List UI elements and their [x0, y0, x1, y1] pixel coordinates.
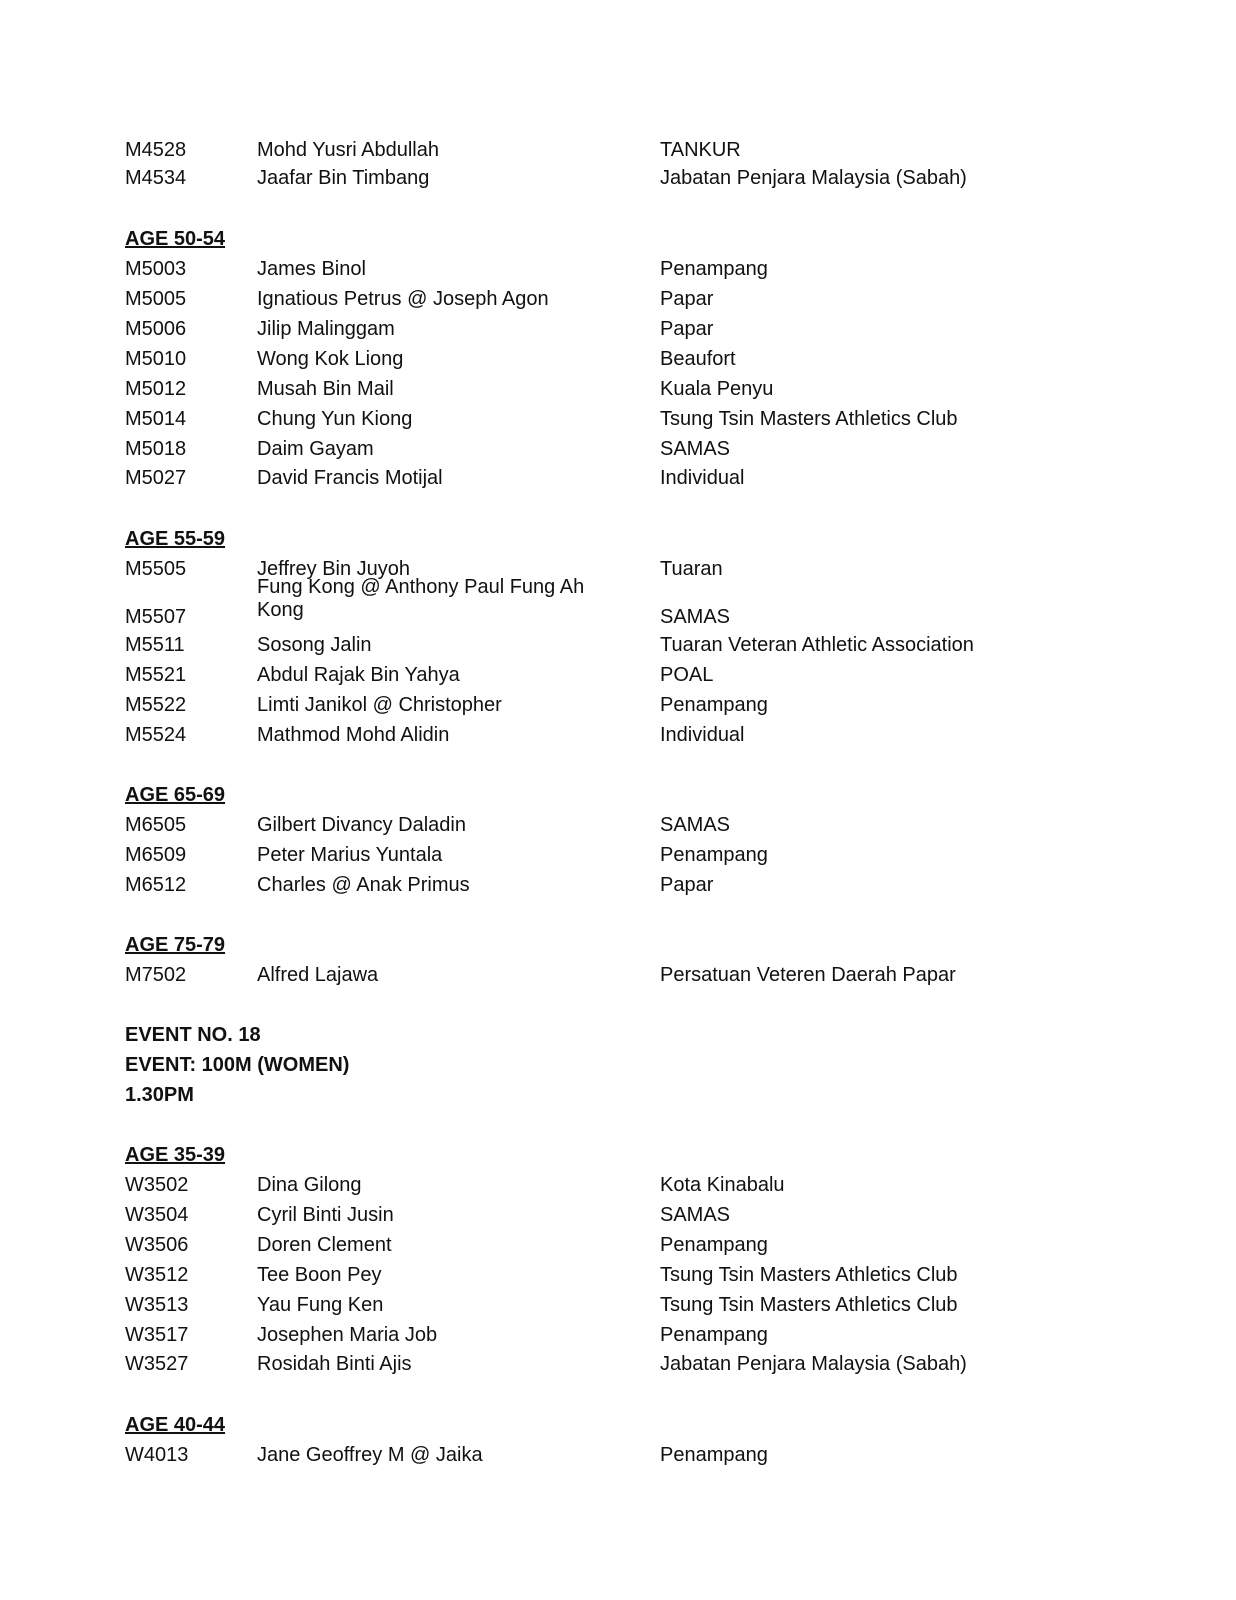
athlete-name: Peter Marius Yuntala	[257, 844, 443, 866]
list-item	[0, 690, 1236, 720]
list-item	[0, 404, 1236, 434]
athlete-name: Charles @ Anak Primus	[257, 874, 470, 896]
athlete-name: Sosong Jalin	[257, 634, 372, 656]
athlete-club: Penampang	[660, 1234, 768, 1256]
age-group-heading: AGE 65-69	[125, 784, 226, 806]
list-item	[0, 840, 1236, 870]
athlete-name: Gilbert Divancy Daladin	[257, 814, 466, 836]
athlete-club: Individual	[660, 467, 745, 489]
athlete-club: SAMAS	[660, 814, 731, 836]
athlete-club: Kota Kinabalu	[660, 1174, 785, 1196]
athlete-name: Alfred Lajawa	[257, 964, 379, 986]
event-name: EVENT: 100M (WOMEN)	[125, 1054, 350, 1076]
athlete-name: Mathmod Mohd Alidin	[257, 724, 450, 746]
athlete-name: Abdul Rajak Bin Yahya	[257, 664, 460, 686]
age-group-heading: AGE 35-39	[125, 1144, 226, 1166]
athlete-club: POAL	[660, 664, 714, 686]
age-group-heading: AGE 55-59	[125, 528, 226, 550]
event-number: EVENT NO. 18	[125, 1024, 261, 1046]
athlete-club: SAMAS	[660, 438, 731, 460]
athlete-name: Yau Fung Ken	[257, 1294, 384, 1316]
athlete-name: Jeffrey Bin Juyoh	[257, 558, 411, 580]
athlete-name: Limti Janikol @ Christopher	[257, 694, 502, 716]
athlete-id: M4528	[125, 139, 187, 161]
age-group-heading: AGE 40-44	[125, 1414, 226, 1436]
athlete-name: James Binol	[257, 258, 366, 280]
athlete-name: David Francis Motijal	[257, 467, 443, 489]
athlete-id: M7502	[125, 964, 187, 986]
age-group-heading: AGE 50-54	[125, 228, 226, 250]
athlete-id: M5521	[125, 664, 187, 686]
athlete-club: SAMAS	[660, 606, 731, 628]
list-item	[0, 374, 1236, 404]
athlete-id: M5507	[125, 606, 187, 628]
event-time: 1.30PM	[125, 1084, 194, 1106]
athlete-name: Chung Yun Kiong	[257, 408, 413, 430]
athlete-club: Penampang	[660, 258, 768, 280]
age-group-heading: AGE 75-79	[125, 934, 226, 956]
list-item	[0, 434, 1236, 464]
list-item	[0, 284, 1236, 314]
list-item	[0, 630, 1236, 660]
list-item	[0, 574, 1236, 630]
list-item	[0, 1320, 1236, 1350]
list-item	[0, 1349, 1236, 1379]
athlete-name: Mohd Yusri Abdullah	[257, 139, 439, 161]
list-item	[0, 254, 1236, 284]
athlete-name: Dina Gilong	[257, 1174, 362, 1196]
athlete-club: Jabatan Penjara Malaysia (Sabah)	[660, 167, 967, 189]
athlete-name: Doren Clement	[257, 1234, 392, 1256]
list-item	[0, 870, 1236, 900]
list-item	[0, 720, 1236, 750]
athlete-club: Penampang	[660, 694, 768, 716]
athlete-club: Tsung Tsin Masters Athletics Club	[660, 1294, 958, 1316]
athlete-name: Jaafar Bin Timbang	[257, 167, 430, 189]
athlete-id: M5027	[125, 467, 187, 489]
athlete-id: M5511	[125, 634, 185, 656]
athlete-club: Tuaran	[660, 558, 723, 580]
list-item	[0, 344, 1236, 374]
athlete-name: Ignatious Petrus @ Joseph Agon	[257, 288, 549, 310]
athlete-id: M5014	[125, 408, 187, 430]
athlete-id: W3527	[125, 1353, 189, 1375]
athlete-id: M5018	[125, 438, 187, 460]
athlete-club: Tsung Tsin Masters Athletics Club	[660, 1264, 958, 1286]
athlete-id: M5524	[125, 724, 187, 746]
list-item	[0, 1230, 1236, 1260]
list-item	[0, 463, 1236, 493]
athlete-name: Daim Gayam	[257, 438, 374, 460]
list-item	[0, 314, 1236, 344]
athlete-id: M5006	[125, 318, 187, 340]
list-item	[0, 1200, 1236, 1230]
athlete-id: M5012	[125, 378, 187, 400]
athlete-club: Kuala Penyu	[660, 378, 774, 400]
list-item	[0, 810, 1236, 840]
list-item	[0, 1170, 1236, 1200]
athlete-name: Rosidah Binti Ajis	[257, 1353, 412, 1375]
athlete-club: Individual	[660, 724, 745, 746]
athlete-name: Tee Boon Pey	[257, 1264, 382, 1286]
athlete-club: SAMAS	[660, 1204, 731, 1226]
athlete-club: Papar	[660, 318, 714, 340]
athlete-club: Penampang	[660, 1444, 768, 1466]
athlete-club: Tsung Tsin Masters Athletics Club	[660, 408, 958, 430]
athlete-name: Jane Geoffrey M @ Jaika	[257, 1444, 483, 1466]
athlete-id: W3512	[125, 1264, 189, 1286]
list-item	[0, 660, 1236, 690]
athlete-id: M5522	[125, 694, 187, 716]
athlete-name: Musah Bin Mail	[257, 378, 394, 400]
athlete-club: Penampang	[660, 844, 768, 866]
athlete-club: Papar	[660, 288, 714, 310]
list-item	[0, 1260, 1236, 1290]
list-item	[0, 1290, 1236, 1320]
athlete-id: M5005	[125, 288, 187, 310]
athlete-name: Josephen Maria Job	[257, 1324, 438, 1346]
athlete-club: Persatuan Veteren Daerah Papar	[660, 964, 956, 986]
athlete-id: W3513	[125, 1294, 189, 1316]
athlete-id: W3506	[125, 1234, 189, 1256]
list-item	[0, 163, 1236, 193]
athlete-id: M6509	[125, 844, 187, 866]
list-item	[0, 1440, 1236, 1470]
athlete-club: Tuaran Veteran Athletic Association	[660, 634, 974, 656]
athlete-name: Cyril Binti Jusin	[257, 1204, 394, 1226]
athlete-name: Wong Kok Liong	[257, 348, 404, 370]
athlete-name: Jilip Malinggam	[257, 318, 395, 340]
athlete-club: Papar	[660, 874, 714, 896]
athlete-club: TANKUR	[660, 139, 741, 161]
athlete-club: Beaufort	[660, 348, 736, 370]
athlete-club: Penampang	[660, 1324, 768, 1346]
athlete-id: M5505	[125, 558, 187, 580]
list-item	[0, 960, 1236, 990]
athlete-id: M6505	[125, 814, 187, 836]
athlete-id: W3504	[125, 1204, 189, 1226]
athlete-id: W3517	[125, 1324, 189, 1346]
athlete-id: M5003	[125, 258, 187, 280]
list-item	[0, 135, 1236, 165]
athlete-name: Fung Kong @ Anthony Paul Fung Ah Kong	[257, 576, 585, 621]
athlete-id: W3502	[125, 1174, 189, 1196]
athlete-id: M5010	[125, 348, 187, 370]
athlete-club: Jabatan Penjara Malaysia (Sabah)	[660, 1353, 967, 1375]
athlete-id: W4013	[125, 1444, 189, 1466]
athlete-id: M4534	[125, 167, 187, 189]
athlete-id: M6512	[125, 874, 187, 896]
